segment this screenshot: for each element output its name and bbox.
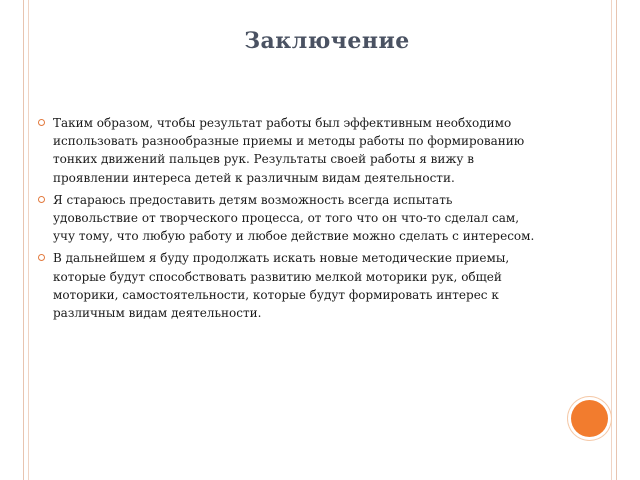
bullet-text: Таким образом, чтобы результат работы был эффективным необходимо использовать разнообразные приемы и методы работы по формированию тонких движений пальцев рук. Результаты своей работы я вижу в проявлении интереса детей к различным видам деятельности.	[53, 116, 525, 185]
circle-bullet-icon	[38, 119, 45, 126]
bullet-text: В дальнейшем я буду продолжать искать новые методические приемы, которые будут способствовать развитию мелкой моторики рук, общей моторики, самостоятельности, которые будут формировать интерес к различным видам деятельности.	[53, 251, 510, 321]
slide-title	[24, 28, 618, 54]
bullet-list	[36, 114, 536, 326]
bullet-text: Я стараюсь предоставить детям возможность всегда испытать удовольствие от творческого процесса, от того что он что-то сделал сам, учу тому, что любую работу и любое действие можно сделать с интересом.	[53, 192, 535, 244]
bullet-item	[36, 191, 536, 246]
orange-circle-icon	[571, 400, 608, 437]
bullet-item	[36, 114, 536, 187]
slide-frame	[23, 0, 617, 480]
circle-bullet-icon	[38, 196, 45, 203]
bullet-item	[36, 249, 536, 322]
slide-title-text: Заключение	[244, 28, 410, 54]
circle-bullet-icon	[38, 254, 45, 261]
